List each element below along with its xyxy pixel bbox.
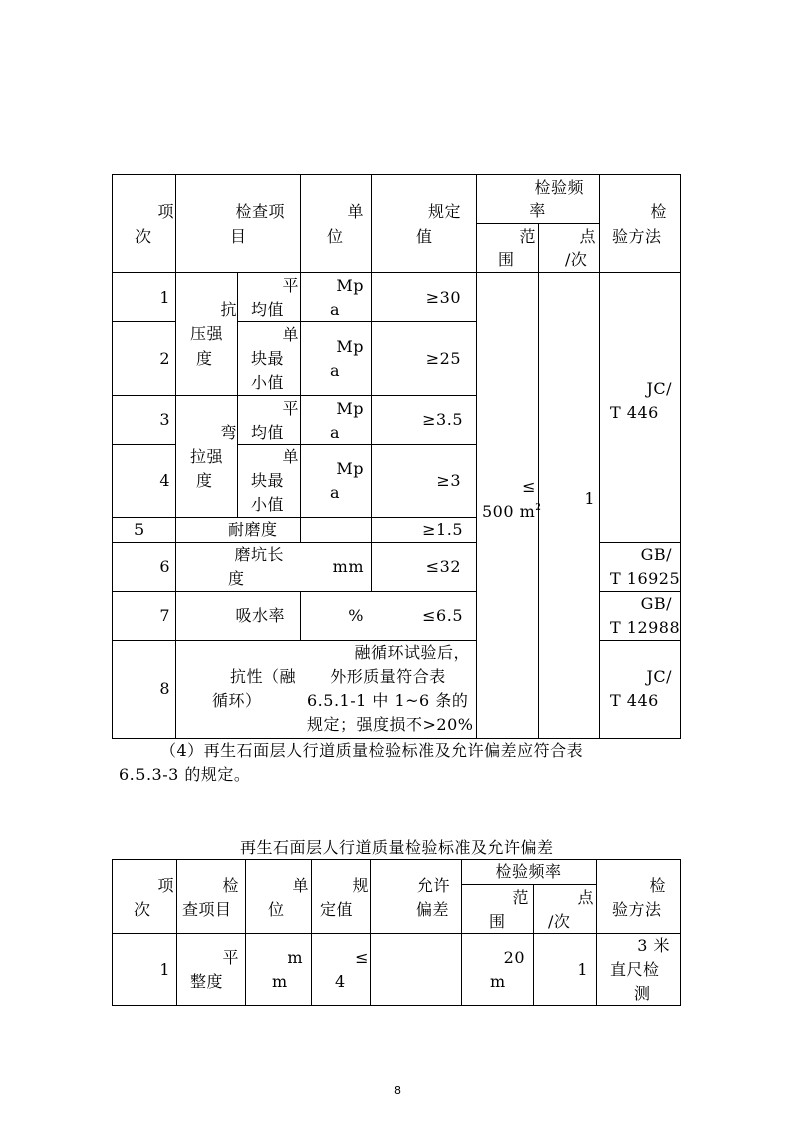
t2-row-method-line1: 3 米 [637, 936, 670, 955]
header-item-line1: 检查项 [235, 202, 285, 221]
header-no-line1: 项 [157, 202, 174, 221]
row3-unit-line2: a [330, 423, 341, 442]
row6-method-line2: T 16925 [610, 569, 681, 588]
t2-row-no: 1 [159, 960, 170, 979]
page-number: 8 [394, 1084, 401, 1097]
t2-header-unit-line1: 单 [292, 876, 309, 895]
t2-header-points-line2: /次 [548, 912, 571, 931]
row3-spec: ≥3.5 [422, 410, 463, 429]
row7-method-line2: T 12988 [610, 618, 681, 637]
header-freq-line1: 检验频 [534, 178, 584, 197]
row4-sub-line3: 小值 [251, 495, 285, 514]
row4-unit-line2: a [330, 483, 341, 502]
bend-group-line1: 弯 [220, 423, 237, 442]
header-unit-line1: 单 [347, 202, 364, 221]
row8-method-line2: T 446 [610, 691, 659, 710]
row4-sub-line2: 块最 [251, 471, 285, 490]
t2-header-spec-line1: 规 [352, 876, 369, 895]
bend-group-line2: 拉强 [190, 447, 224, 466]
bend-group-line3: 度 [196, 471, 213, 490]
t2-row-spec-line2: 4 [335, 972, 346, 991]
row-no-8: 8 [159, 679, 170, 698]
paragraph-line2: 6.5.3-3 的规定。 [119, 765, 251, 784]
header-spec-line1: 规定 [427, 202, 461, 221]
method-jc-line1: JC/ [646, 379, 672, 398]
t2-header-range-line1: 范 [512, 888, 529, 907]
row2-sub-line1: 单 [282, 325, 299, 344]
compress-group-line2: 压强 [190, 324, 224, 343]
header-range-line1: 范 [519, 227, 536, 246]
t2-header-tolerance-line1: 允许 [417, 876, 451, 895]
row8-spec-line2: 外形质量符合表 [330, 667, 446, 686]
t2-header-tolerance-line2: 偏差 [416, 900, 450, 919]
row8-spec-line1: 融循环试验后， [354, 643, 470, 662]
row7-unit: % [348, 606, 364, 625]
row-no-4: 4 [159, 471, 170, 490]
t2-header-method-line1: 检 [649, 876, 666, 895]
t2-row-item-line2: 整度 [190, 972, 224, 991]
row2-unit-line2: a [330, 361, 341, 380]
row-no-6: 6 [159, 557, 170, 576]
row-no-5: 5 [134, 520, 145, 539]
row7-spec: ≤6.5 [422, 606, 463, 625]
row-no-1: 1 [159, 288, 170, 307]
row3-sub-line2: 均值 [251, 423, 285, 442]
row8-method-line1: JC/ [646, 667, 672, 686]
method-jc-line2: T 446 [610, 403, 659, 422]
paragraph-line1: （4）再生石面层人行道质量检验标准及允许偏差应符合表 [160, 741, 584, 760]
t2-row-method-line2: 直尺检 [610, 960, 660, 979]
row2-sub-line2: 块最 [251, 349, 285, 368]
header-item-line2: 目 [230, 227, 247, 246]
t2-row-unit-line2: m [272, 972, 288, 991]
t2-row-points: 1 [577, 960, 588, 979]
t2-header-item-line2: 查项目 [182, 900, 232, 919]
row6-method-line1: GB/ [640, 545, 672, 564]
row6-item-line1: 磨坑长 [234, 545, 284, 564]
row2-unit-line1: Mp [336, 337, 364, 356]
header-no-line2: 次 [135, 227, 152, 246]
t2-header-item-line1: 检 [222, 876, 239, 895]
t2-row-method-line3: 测 [634, 984, 651, 1003]
header-method-line1: 检 [650, 202, 667, 221]
row-no-2: 2 [159, 349, 170, 368]
t2-header-points-line1: 点 [577, 888, 594, 907]
row6-unit: mm [332, 557, 364, 576]
table2-title: 再生石面层人行道质量检验标准及允许偏差 [240, 838, 554, 857]
header-points-line1: 点 [579, 227, 596, 246]
row4-spec: ≥3 [436, 471, 461, 490]
t2-header-no-line1: 项 [157, 876, 174, 895]
row8-spec-line3: 6.5.1-1 中 1~6 条的 [307, 691, 469, 710]
row1-unit-line2: a [330, 300, 341, 319]
row-no-3: 3 [159, 410, 170, 429]
t2-row-item-line1: 平 [222, 948, 239, 967]
row8-item-line1: 抗性（融 [229, 667, 296, 686]
merged-points: 1 [584, 489, 595, 508]
row1-unit-line1: Mp [336, 276, 364, 295]
t2-header-freq: 检验频率 [495, 862, 562, 881]
row7-method-line1: GB/ [640, 594, 672, 613]
row8-item-line2: 循环） [212, 691, 262, 710]
t2-header-spec-line2: 定值 [320, 900, 354, 919]
t2-header-no-line2: 次 [134, 900, 151, 919]
row4-unit-line1: Mp [336, 459, 364, 478]
row3-unit-line1: Mp [336, 399, 364, 418]
merged-range-line2: 500 $m^2$ [482, 502, 542, 521]
t2-header-unit-line2: 位 [268, 900, 285, 919]
header-points-line2: /次 [565, 250, 588, 269]
t2-row-range-line2: m [490, 972, 506, 991]
row1-sub-line2: 均值 [251, 300, 285, 319]
t2-row-range-line1: 20 [503, 948, 525, 967]
row2-spec: ≥25 [425, 349, 461, 368]
header-method-line2: 验方法 [612, 227, 662, 246]
row3-sub-line1: 平 [282, 399, 299, 418]
header-unit-line2: 位 [327, 227, 344, 246]
t2-row-unit-line1: m [287, 948, 303, 967]
row-no-7: 7 [159, 606, 170, 625]
row4-sub-line1: 单 [282, 447, 299, 466]
row5-spec: ≥1.5 [422, 520, 463, 539]
row7-item: 吸水率 [235, 606, 285, 625]
row1-spec: ≥30 [425, 288, 461, 307]
row6-spec: ≤32 [425, 557, 461, 576]
row1-sub-line1: 平 [282, 276, 299, 295]
merged-range-line1: ≤ [522, 477, 536, 496]
row8-spec-line4: 规定；强度损不>20% [307, 715, 474, 734]
header-spec-line2: 值 [416, 227, 433, 246]
t2-header-range-line2: 围 [489, 912, 506, 931]
header-range-line2: 围 [498, 250, 515, 269]
row6-item-line2: 度 [228, 569, 245, 588]
row2-sub-line3: 小值 [251, 373, 285, 392]
t2-header-method-line2: 验方法 [612, 900, 662, 919]
compress-group-line1: 抗 [220, 300, 237, 319]
compress-group-line3: 度 [196, 349, 213, 368]
header-freq-line2: 率 [529, 201, 546, 220]
row5-item: 耐磨度 [228, 520, 278, 539]
t2-row-spec-line1: ≤ [355, 948, 369, 967]
